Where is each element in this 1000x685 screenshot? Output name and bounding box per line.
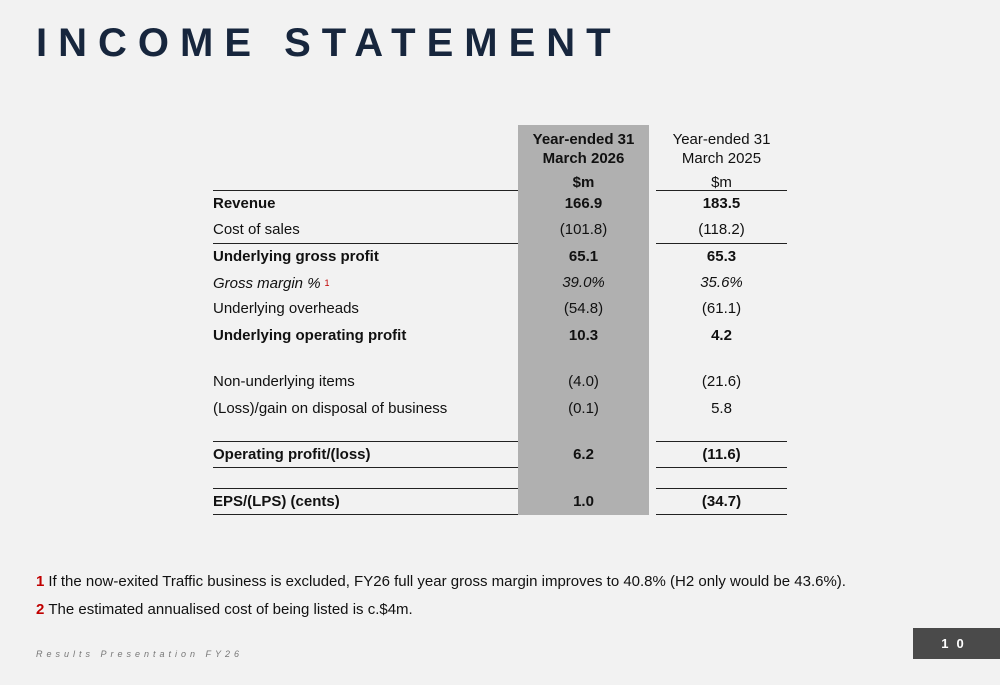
footnote-number: 2	[36, 601, 45, 618]
table-row-underlying-overheads	[0, 298, 1000, 320]
row-value-current: 6.2	[573, 446, 594, 463]
table-row-underlying-gross-profit	[0, 246, 1000, 268]
row-value-current: 1.0	[573, 493, 594, 510]
page-title: INCOME STATEMENT	[36, 21, 622, 65]
row-value-current: 10.3	[568, 327, 599, 344]
page-number: 10	[913, 628, 1000, 659]
row-value-prior: (21.6)	[701, 373, 742, 390]
table-row-gross-margin	[0, 272, 1000, 294]
footnote-number: 1	[36, 573, 45, 590]
row-value-current: (101.8)	[559, 221, 608, 238]
row-value-prior: (61.1)	[701, 300, 742, 317]
unit-prior: $m	[711, 174, 732, 191]
rule-eps-top-prior	[656, 488, 787, 489]
rule-operating-top-left	[213, 441, 518, 442]
row-label: Underlying overheads	[213, 300, 359, 317]
table-row-underlying-operating-profit	[0, 325, 1000, 347]
row-value-current: (4.0)	[568, 373, 599, 390]
row-value-prior: 183.5	[702, 195, 741, 212]
footnote-text: The estimated annualised cost of being listed is c.$4m.	[48, 601, 413, 618]
rule-eps-top-left	[213, 488, 518, 489]
footnote-2	[36, 600, 413, 620]
footnote-text: If the now-exited Traffic business is excluded, FY26 full year gross margin improves to 40.8% (H2 only would be 43.6%).	[48, 573, 846, 590]
table-row-non-underlying-items	[0, 371, 1000, 393]
column-header-current-line2: March 2026	[542, 150, 625, 167]
column-header-current-line1: Year-ended 31	[532, 131, 635, 148]
row-value-prior: 5.8	[711, 400, 732, 417]
column-header-prior-line2: March 2025	[681, 150, 762, 167]
row-label: Operating profit/(loss)	[213, 446, 371, 463]
rule-operating-bottom-left	[213, 467, 518, 468]
row-value-prior: (11.6)	[702, 446, 741, 463]
rule-header-prior	[656, 190, 787, 191]
footer-presentation-label: Results Presentation FY26	[36, 649, 244, 659]
row-label: (Loss)/gain on disposal of business	[213, 400, 448, 417]
table-row-eps	[0, 491, 1000, 513]
table-row-operating-profit	[0, 444, 1000, 466]
row-label: Revenue	[213, 195, 276, 212]
table-row-cost-of-sales	[0, 219, 1000, 241]
row-label: Cost of sales	[213, 221, 300, 238]
row-value-current: 39.0%	[562, 274, 605, 291]
row-value-prior: 4.2	[711, 327, 732, 344]
row-value-prior: (34.7)	[701, 493, 742, 510]
row-value-prior: 35.6%	[700, 274, 743, 291]
footnote-marker: 1	[324, 278, 330, 288]
rule-eps-bottom-prior	[656, 514, 787, 515]
unit-current: $m	[572, 174, 595, 191]
rule-eps-bottom-left	[213, 514, 518, 515]
row-label: Underlying operating profit	[213, 327, 407, 344]
column-header-prior	[656, 130, 787, 168]
row-value-current: (0.1)	[568, 400, 599, 417]
row-value-current: 65.1	[568, 248, 599, 265]
row-label: Underlying gross profit	[213, 248, 379, 265]
footnote-1	[36, 572, 846, 592]
row-label: Gross margin %	[213, 275, 321, 292]
rule-gross-prior	[656, 243, 787, 244]
column-header-current	[518, 130, 649, 168]
rule-header-left	[213, 190, 518, 191]
row-label-wrap	[213, 272, 330, 295]
row-value-current: (54.8)	[563, 300, 604, 317]
row-value-current: 166.9	[564, 195, 603, 212]
rule-gross-left	[213, 243, 518, 244]
rule-operating-bottom-prior	[656, 467, 787, 468]
row-value-prior: 65.3	[706, 248, 737, 265]
row-label: Non-underlying items	[213, 373, 355, 390]
row-label: EPS/(LPS) (cents)	[213, 493, 340, 510]
rule-operating-top-prior	[656, 441, 787, 442]
column-header-prior-line1: Year-ended 31	[672, 131, 771, 148]
table-row-disposal	[0, 398, 1000, 420]
row-value-prior: (118.2)	[698, 221, 745, 238]
table-row-revenue	[0, 193, 1000, 215]
